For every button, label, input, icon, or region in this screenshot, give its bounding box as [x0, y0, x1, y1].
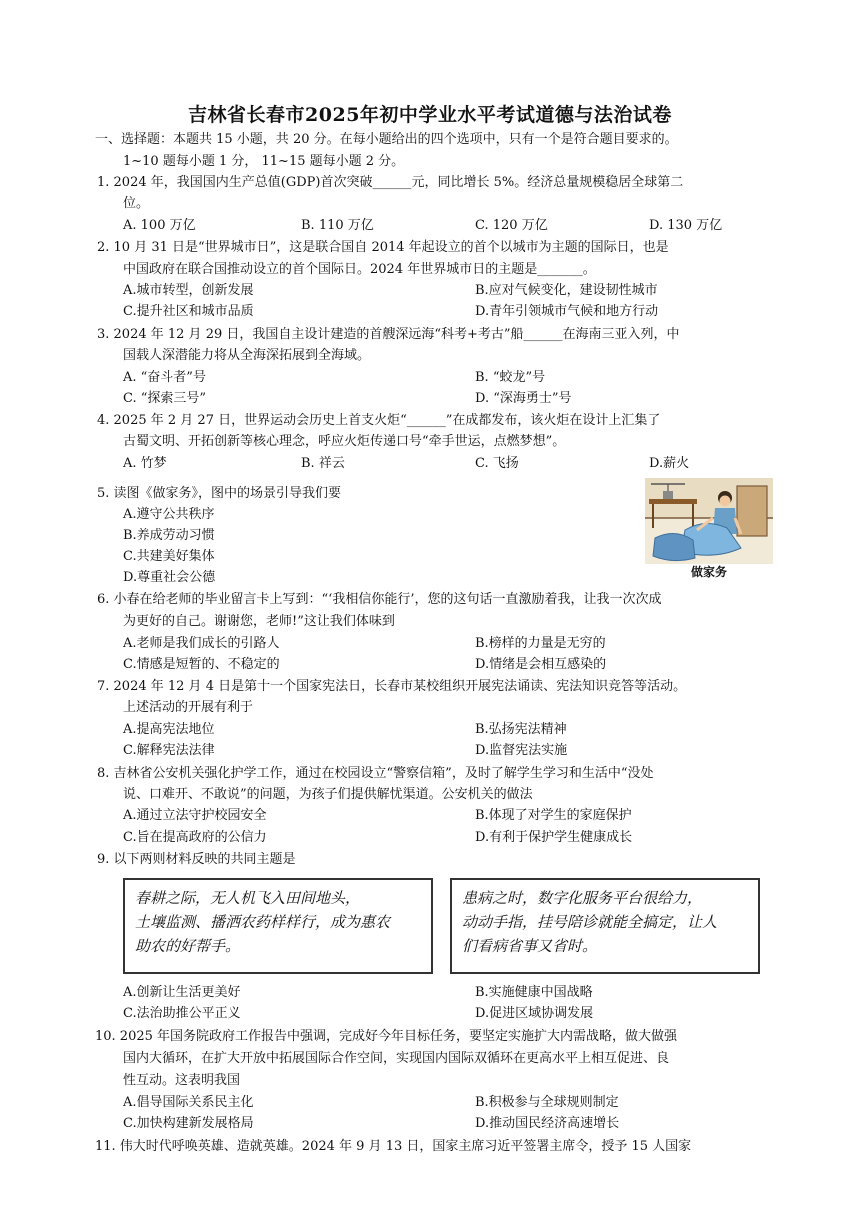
- question-4-option-b: B. 祥云: [301, 456, 345, 471]
- question-9-option-c: C.法治助推公平正义: [123, 1006, 241, 1021]
- question-9-stem: 9. 以下两则材料反映的共同主题是: [97, 852, 296, 867]
- question-10-stem: 10. 2025 年国务院政府工作报告中强调，完成好今年目标任务，要坚定实施扩大内需战略，做大做强: [95, 1029, 678, 1044]
- material-box-2-line: 们看病省事又省时。: [462, 937, 598, 955]
- question-9-option-a: A.创新让生活更美好: [123, 985, 241, 1000]
- question-7-stem: 7. 2024 年 12 月 4 日是第十一个国家宪法日，长春市某校组织开展宪法诵读、宪法知识竞答等活动。: [97, 679, 687, 694]
- illustration-caption: 做家务: [690, 565, 727, 579]
- material-box-1-line: 助农的好帮手。: [135, 937, 241, 955]
- question-2-option-b: B.应对气候变化，建设韧性城市: [475, 283, 658, 298]
- question-5-option-b: B.养成劳动习惯: [123, 528, 215, 543]
- question-3-option-b: B. “蛟龙”号: [475, 370, 546, 385]
- question-10-stem-cont2: 性互动。这表明我国: [123, 1073, 241, 1088]
- question-7-stem-cont: 上述活动的开展有利于: [123, 700, 254, 715]
- question-10-stem-cont: 国内大循环，在扩大开放中拓展国际合作空间，实现国内国际双循环在更高水平上相互促进、良: [123, 1051, 670, 1066]
- question-11-stem: 11. 伟大时代呼唤英雄、造就英雄。2024 年 9 月 13 日，国家主席习近平签署主席令，授予 15 人国家: [95, 1139, 692, 1154]
- question-8-stem: 8. 吉林省公安机关强化护学工作，通过在校园设立“警察信箱”，及时了解学生学习和生活中“没处: [97, 766, 654, 781]
- housework-illustration: [645, 478, 773, 564]
- question-4-stem-cont: 古蜀文明、开拓创新等核心理念，呼应火炬传递口号“牵手世运，点燃梦想”。: [123, 434, 566, 449]
- material-box-2-line: 患病之时，数字化服务平台很给力，: [462, 889, 703, 907]
- material-box-2-line: 动动手指，挂号陪诊就能全搞定，让人: [462, 913, 718, 931]
- material-box-1-line: 土壤监测、播洒农药样样行，成为惠农: [135, 913, 391, 931]
- question-5-option-d: D.尊重社会公德: [123, 570, 216, 585]
- question-9-option-b: B.实施健康中国战略: [475, 985, 593, 1000]
- question-5-stem: 5. 读图《做家务》，图中的场景引导我们要: [97, 486, 342, 501]
- question-2-option-d: D.青年引领城市气候和地方行动: [475, 304, 659, 319]
- question-1-option-b: B. 110 万亿: [301, 218, 374, 233]
- question-3-stem-cont: 国载人深潜能力将从全海深拓展到全海域。: [123, 348, 371, 363]
- question-3-option-a: A. “奋斗者”号: [123, 370, 206, 385]
- question-2-option-c: C.提升社区和城市品质: [123, 304, 254, 319]
- question-3-stem: 3. 2024 年 12 月 29 日，我国自主设计建造的首艘深远海“科考+考古”船______在海南三亚入列，中: [97, 327, 680, 342]
- question-3-option-c: C. “探索三号”: [123, 391, 207, 406]
- question-4-stem: 4. 2025 年 2 月 27 日，世界运动会历史上首支火炬“______”在成都发布，该火炬在设计上汇集了: [97, 413, 661, 428]
- question-7-option-a: A.提高宪法地位: [123, 722, 215, 737]
- question-1-option-c: C. 120 万亿: [475, 218, 548, 233]
- material-box-1: [123, 878, 433, 974]
- question-2-stem: 2. 10 月 31 日是“世界城市日”，这是联合国自 2014 年起设立的首个以城市为主题的国际日，也是: [97, 240, 669, 255]
- material-box-2: [450, 878, 760, 974]
- question-8-option-c: C.旨在提高政府的公信力: [123, 830, 267, 845]
- question-10-option-c: C.加快构建新发展格局: [123, 1116, 254, 1131]
- question-2-stem-cont: 中国政府在联合国推动设立的首个国际日。2024 年世界城市日的主题是_______。: [123, 262, 596, 277]
- question-3-option-d: D. “深海勇士”号: [475, 391, 572, 406]
- material-box-1-line: 春耕之际，无人机飞入田间地头，: [135, 889, 361, 907]
- question-8-option-b: B.体现了对学生的家庭保护: [475, 808, 632, 823]
- question-6-option-b: B.榜样的力量是无穷的: [475, 636, 606, 651]
- question-9-option-d: D.促进区域协调发展: [475, 1006, 594, 1021]
- question-2-option-a: A.城市转型，创新发展: [123, 283, 254, 298]
- question-1-stem: 1. 2024 年，我国国内生产总值(GDP)首次突破______元，同比增长 5%。经济总量规模稳居全球第二: [97, 175, 684, 190]
- question-10-option-d: D.推动国民经济高速增长: [475, 1116, 620, 1131]
- question-5-option-a: A.遵守公共秩序: [123, 507, 215, 522]
- question-6-option-a: A.老师是我们成长的引路人: [123, 636, 280, 651]
- question-6-stem-cont: 为更好的自己。谢谢您，老师!”这让我们体味到: [123, 614, 395, 629]
- page-title: 吉林省长春市2025年初中学业水平考试道德与法治试卷: [188, 104, 672, 126]
- question-5-option-c: C.共建美好集体: [123, 549, 215, 564]
- question-1-option-a: A. 100 万亿: [123, 218, 196, 233]
- question-4-option-c: C. 飞扬: [475, 456, 519, 471]
- question-10-option-b: B.积极参与全球规则制定: [475, 1095, 619, 1110]
- question-8-option-d: D.有利于保护学生健康成长: [475, 830, 633, 845]
- section-instructions: 一、选择题：本题共 15 小题，共 20 分。在每小题给出的四个选项中，只有一个是符合题目要求的。: [95, 132, 678, 147]
- question-6-option-c: C.情感是短暂的、不稳定的: [123, 657, 280, 672]
- question-4-option-d: D.薪火: [649, 456, 690, 471]
- question-1-stem-cont: 位。: [123, 196, 150, 211]
- question-6-option-d: D.情绪是会相互感染的: [475, 657, 607, 672]
- question-10-option-a: A.倡导国际关系民主化: [123, 1095, 254, 1110]
- question-8-stem-cont: 说、口难开、不敢说”的问题，为孩子们提供解忧渠道。公安机关的做法: [123, 787, 533, 802]
- question-1-option-d: D. 130 万亿: [649, 218, 723, 233]
- question-7-option-b: B.弘扬宪法精神: [475, 722, 567, 737]
- question-7-option-d: D.监督宪法实施: [475, 743, 568, 758]
- section-instructions-scoring: 1~10 题每小题 1 分， 11~15 题每小题 2 分。: [123, 154, 405, 169]
- question-4-option-a: A. 竹梦: [123, 456, 167, 471]
- question-8-option-a: A.通过立法守护校园安全: [123, 808, 267, 823]
- question-7-option-c: C.解释宪法法律: [123, 743, 215, 758]
- question-6-stem: 6. 小春在给老师的毕业留言卡上写到：“‘我相信你能行’，您的这句话一直激励着我，让我一次次成: [97, 592, 662, 607]
